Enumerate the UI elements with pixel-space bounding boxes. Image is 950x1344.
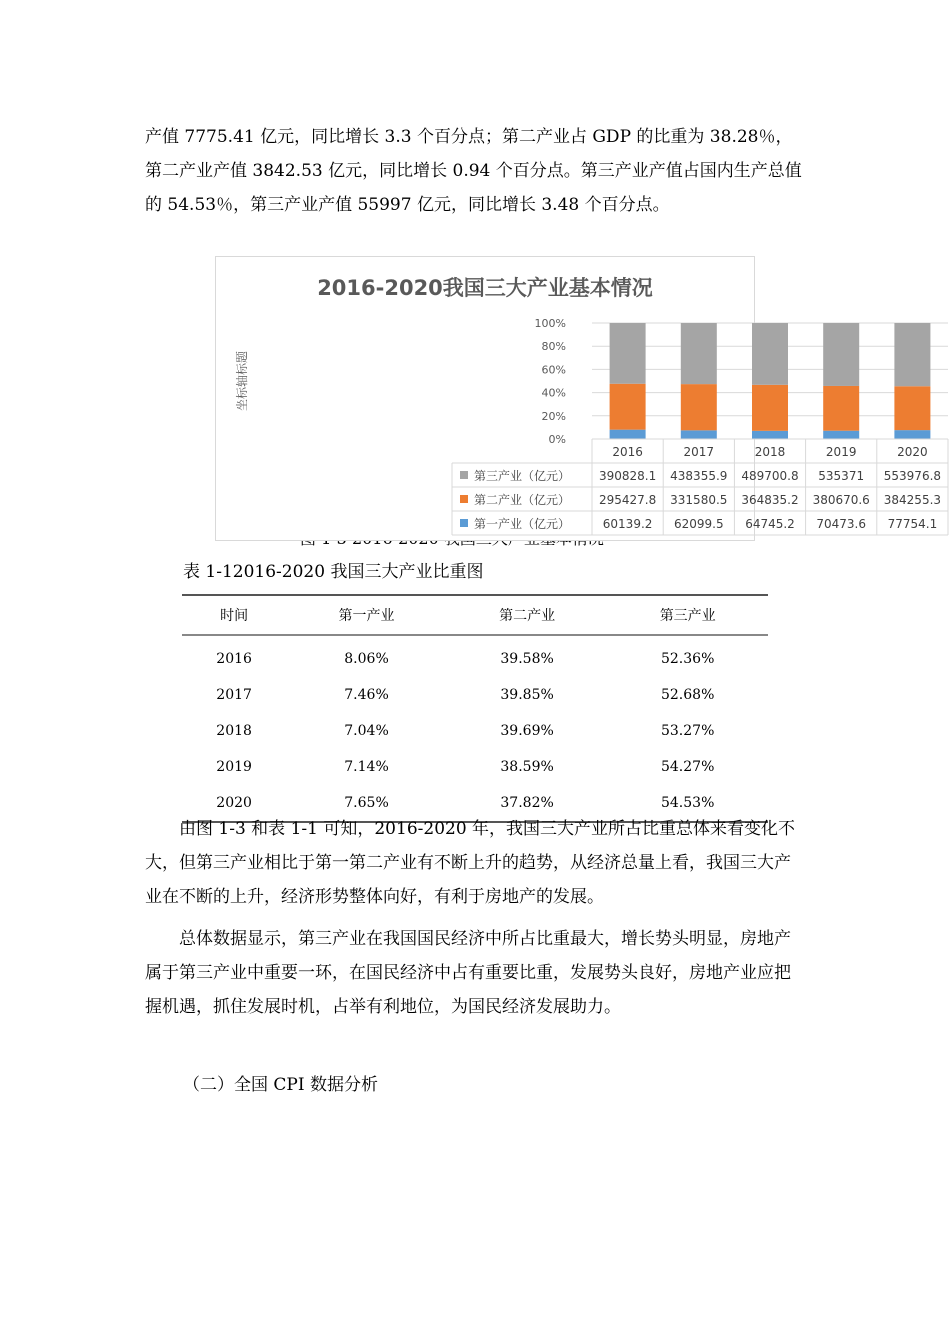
data-label: 489700.8 <box>741 469 799 483</box>
cell-primary: 7.65% <box>286 785 447 822</box>
stacked-bar-chart <box>216 257 942 540</box>
data-label: 553976.8 <box>883 469 942 483</box>
cell-secondary: 39.85% <box>500 687 554 703</box>
chart-title: 2016-2020我国三大产业基本情况 <box>317 276 653 300</box>
y-tick-label: 0% <box>548 433 566 446</box>
data-label: 60139.2 <box>602 517 653 531</box>
data-label: 390828.1 <box>598 469 657 483</box>
bar-segment-2020-0 <box>894 323 930 386</box>
legend-label: 第三产业（亿元） <box>474 469 571 483</box>
y-tick-label: 80% <box>541 340 566 354</box>
bar-segment-2017-0 <box>681 323 717 384</box>
industry-share-table <box>182 594 768 823</box>
legend-key-1 <box>460 495 468 503</box>
bar-segment-2019-2 <box>823 431 859 439</box>
x-tick-label: 2016 <box>612 445 643 459</box>
bar-segment-2016-1 <box>610 384 646 430</box>
x-tick-label: 2019 <box>825 445 857 459</box>
header-tertiary: 第三产业 <box>607 595 768 635</box>
legend-label: 第一产业（亿元） <box>474 517 571 531</box>
header-primary: 第一产业 <box>286 595 447 635</box>
bar-segment-2017-1 <box>681 384 717 430</box>
data-label: 380670.6 <box>812 493 870 507</box>
data-label: 77754.1 <box>887 517 938 531</box>
cell-tertiary: 53.27% <box>660 723 715 739</box>
analysis-paragraph-1: 由图 1-3 和表 1-1 可知，2016-2020 年，我国三大产业所占比重总体来看变化不大，但第三产业相比于第一第二产业有不断上升的趋势，从经济总量上看，我国三大产业在不断的上升，经济形势整体向好，有利于房地产的发展。 <box>145 819 796 907</box>
cell-secondary: 39.58% <box>500 651 554 667</box>
header-secondary: 第二产业 <box>447 595 608 635</box>
table-header-row <box>182 595 768 635</box>
data-label: 384255.3 <box>883 493 942 507</box>
data-label: 364835.2 <box>741 493 799 507</box>
cell-year: 2020 <box>182 785 286 822</box>
y-tick-label: 60% <box>541 363 566 377</box>
cell-secondary: 37.82% <box>447 785 608 822</box>
y-tick-label: 100% <box>534 317 566 330</box>
data-label: 64745.2 <box>745 517 795 531</box>
data-label: 438355.9 <box>670 469 728 483</box>
bar-segment-2016-0 <box>610 323 646 384</box>
cell-secondary: 38.59% <box>500 759 554 775</box>
cell-primary: 8.06% <box>344 651 389 667</box>
cell-primary: 7.46% <box>344 687 389 703</box>
x-tick-label: 2017 <box>683 445 715 459</box>
cell-year: 2016 <box>216 651 252 667</box>
x-tick-label: 2018 <box>754 445 786 459</box>
cell-year: 2018 <box>216 723 252 739</box>
bar-segment-2018-2 <box>752 431 788 439</box>
bar-segment-2017-2 <box>681 430 717 439</box>
data-label: 331580.5 <box>670 493 728 507</box>
legend-label: 第二产业（亿元） <box>474 493 571 507</box>
data-label: 70473.6 <box>816 517 867 531</box>
data-label: 535371 <box>818 469 865 483</box>
bar-segment-2016-2 <box>610 430 646 439</box>
cell-tertiary: 52.36% <box>660 651 715 667</box>
intro-paragraph: 产值 7775.41 亿元，同比增长 3.3 个百分点；第二产业占 GDP 的比重为 38.28％，第二产业产值 3842.53 亿元，同比增长 0.94 个百分点。第三产业产值占国内生产总值的 54.53％，第三产业产值 55997 亿元，同比增长 3.48 个百分点。 <box>145 127 802 215</box>
bar-segment-2020-1 <box>894 386 930 430</box>
analysis-paragraph-2: 总体数据显示，第三产业在我国国民经济中所占比重最大，增长势头明显，房地产属于第三产业中重要一环，在国民经济中占有重要比重，发展势头良好，房地产业应把握机遇，抓住发展时机，占举有利地位，为国民经济发展助力。 <box>145 929 791 1017</box>
cell-year: 2019 <box>216 759 252 775</box>
table-title: 表 1-12016-2020 我国三大产业比重图 <box>183 562 484 582</box>
table-row <box>182 677 768 713</box>
cell-year: 2017 <box>216 687 252 703</box>
cell-primary: 7.04% <box>344 723 389 739</box>
bar-segment-2018-0 <box>752 323 788 385</box>
y-tick-label: 40% <box>541 386 566 400</box>
section-heading: （二）全国 CPI 数据分析 <box>183 1075 378 1095</box>
legend-key-0 <box>460 471 468 479</box>
cell-tertiary: 52.68% <box>660 687 715 703</box>
y-tick-label: 20% <box>541 409 566 423</box>
cell-secondary: 39.69% <box>500 723 554 739</box>
cell-tertiary: 54.27% <box>660 759 715 775</box>
bar-segment-2019-1 <box>823 386 859 431</box>
legend-key-2 <box>460 519 468 527</box>
cell-primary: 7.14% <box>344 759 389 775</box>
y-axis-title: 坐标轴标题 <box>235 350 249 412</box>
bar-segment-2018-1 <box>752 385 788 431</box>
table-row <box>182 635 768 677</box>
bar-segment-2019-0 <box>823 323 859 386</box>
chart-container <box>215 256 942 541</box>
data-label: 295427.8 <box>598 493 657 507</box>
table-row <box>182 749 768 785</box>
bar-segment-2020-2 <box>894 430 930 439</box>
x-tick-label: 2020 <box>897 445 928 459</box>
cell-tertiary: 54.53% <box>607 785 768 822</box>
header-time: 时间 <box>182 595 286 635</box>
table-row <box>182 713 768 749</box>
data-label: 62099.5 <box>673 517 724 531</box>
